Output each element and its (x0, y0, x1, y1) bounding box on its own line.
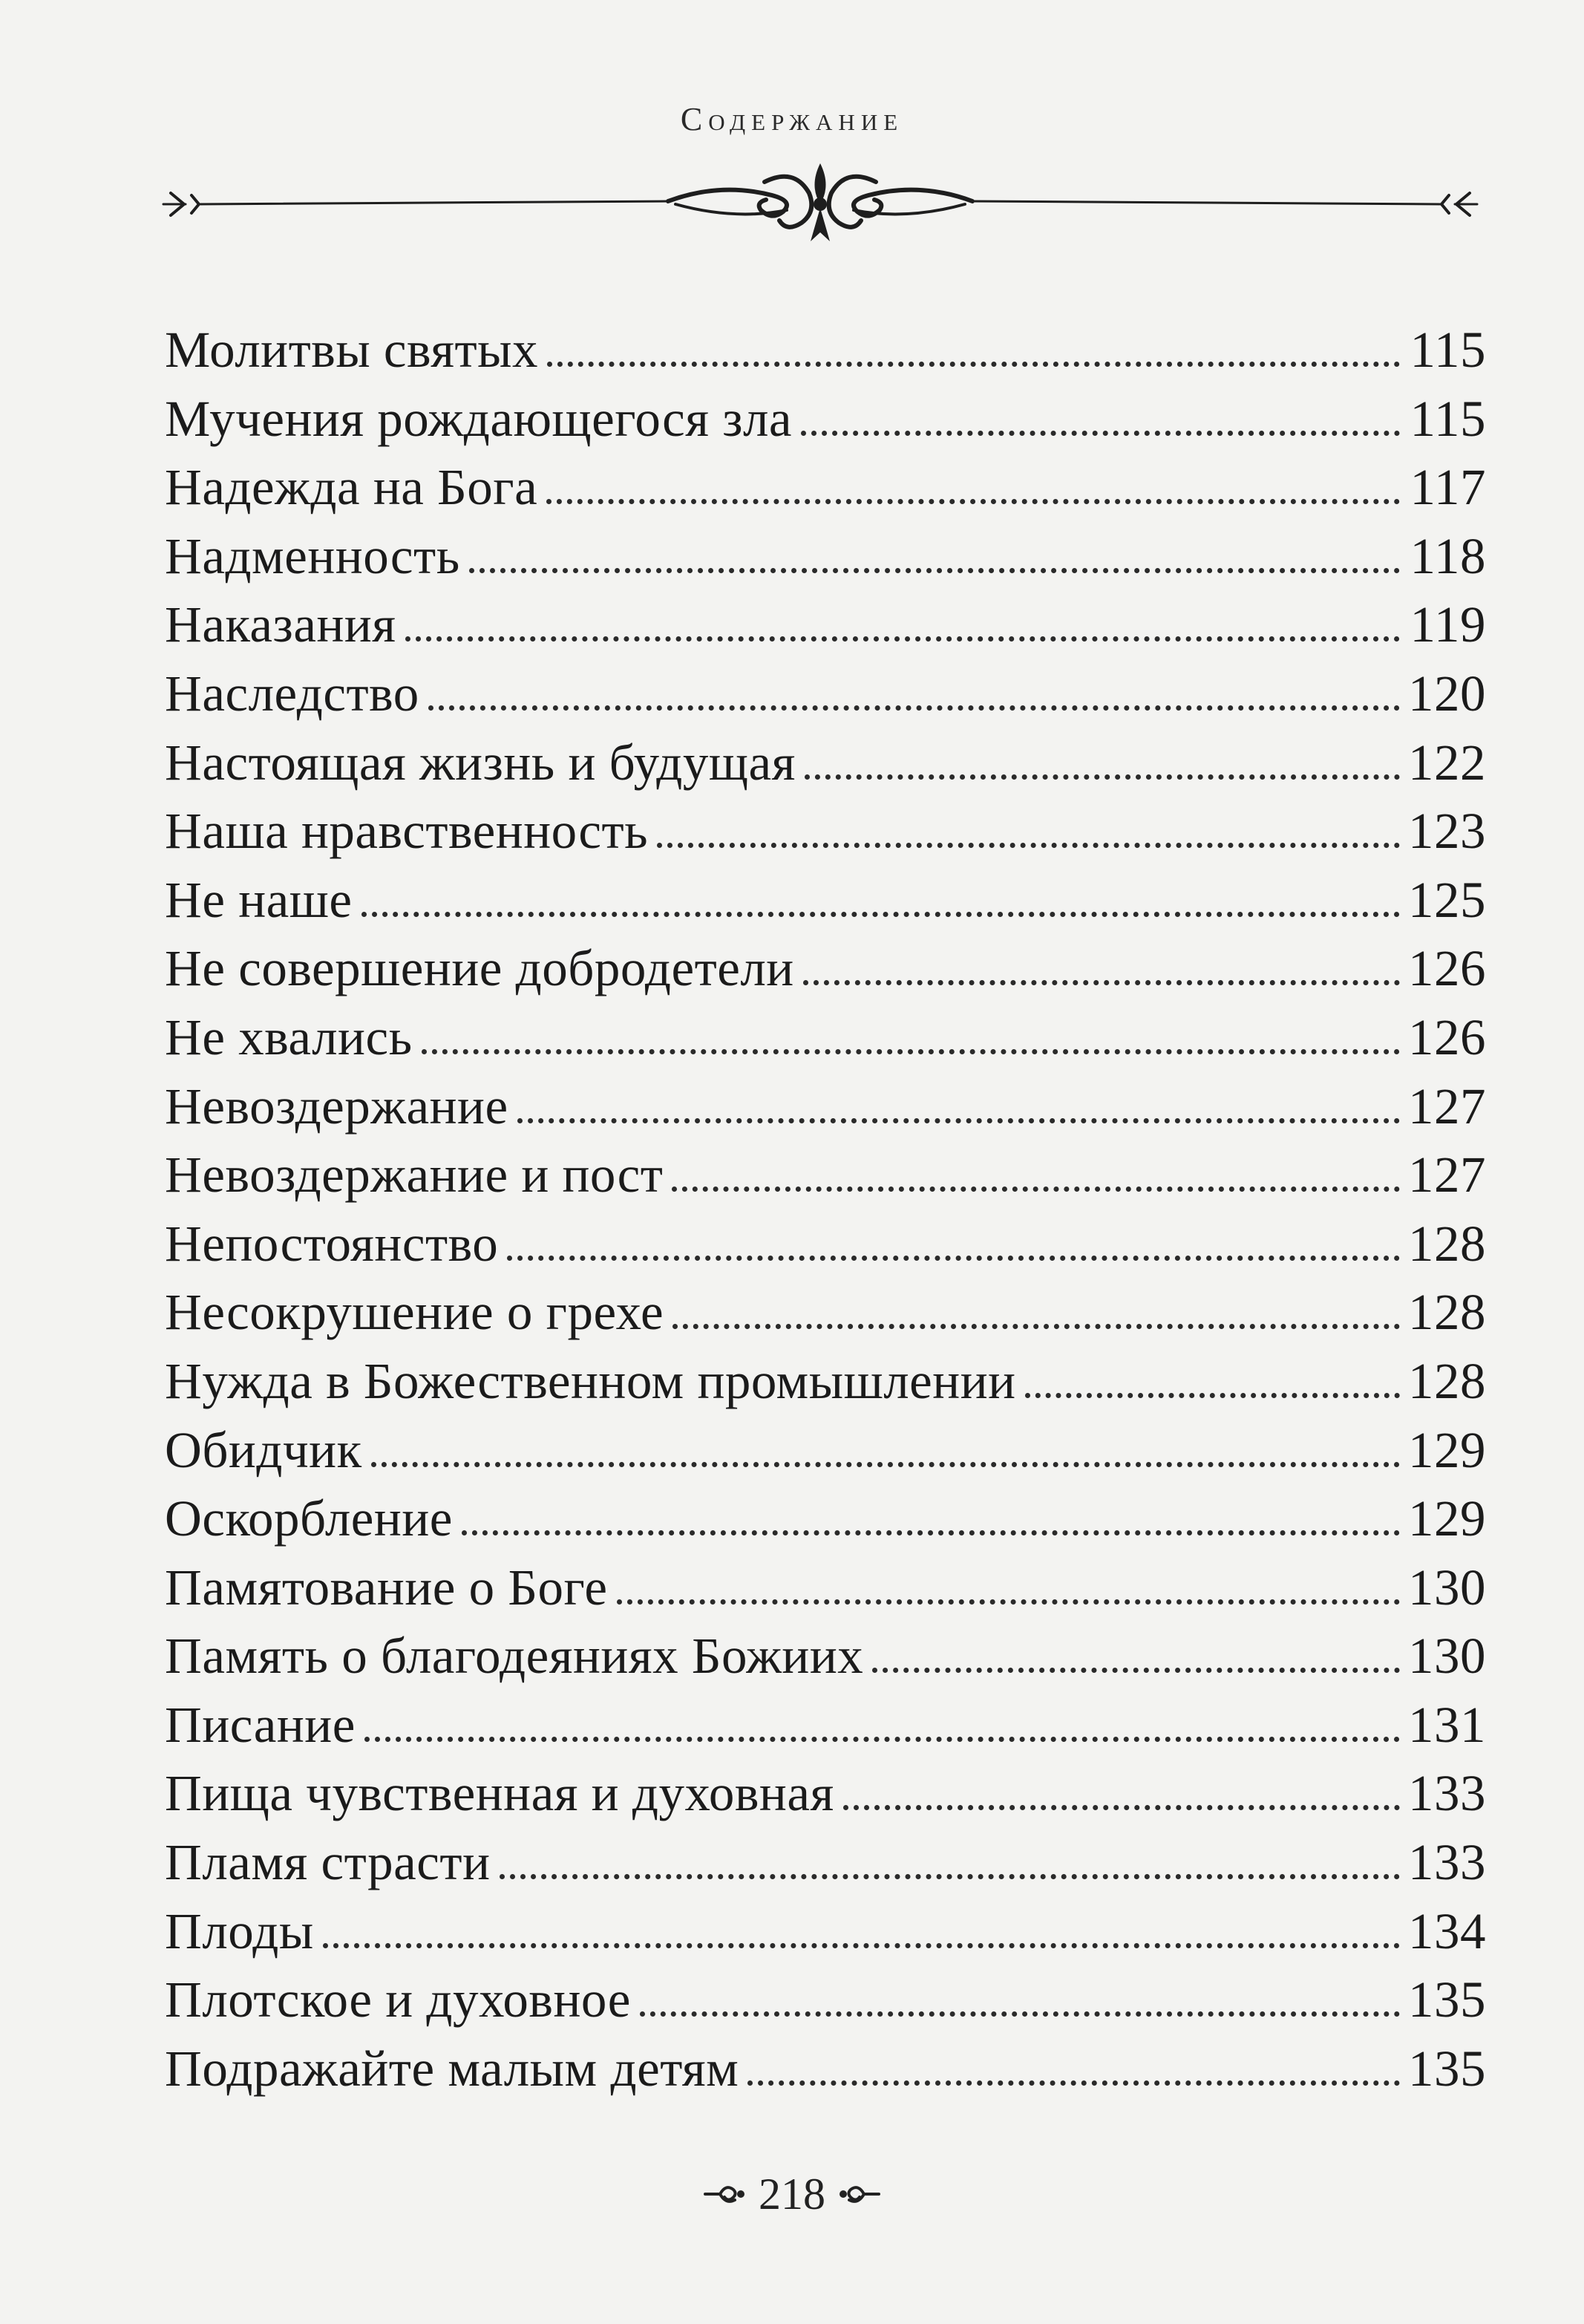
toc-entry (165, 1347, 1486, 1416)
dot-leader (657, 820, 1400, 848)
toc-entry-page: 135 (1408, 2040, 1486, 2097)
table-of-contents (165, 316, 1486, 2103)
toc-entry-title: Наследство (165, 665, 419, 722)
dot-leader (803, 958, 1400, 985)
toc-entry-page: 120 (1408, 665, 1486, 722)
toc-entry (165, 316, 1486, 385)
toc-entry-page: 129 (1408, 1490, 1486, 1547)
toc-entry (165, 1553, 1486, 1622)
running-header-title: Содержание (680, 101, 904, 137)
toc-entry-title: Наказания (165, 596, 396, 653)
toc-entry-title: Надежда на Бога (165, 459, 538, 516)
dot-leader (1025, 1371, 1400, 1398)
dot-leader (405, 614, 1400, 642)
toc-entry-page: 122 (1408, 734, 1486, 791)
toc-entry (165, 866, 1486, 935)
toc-entry (165, 1965, 1486, 2034)
toc-entry-page: 126 (1408, 1008, 1486, 1065)
toc-entry-title: Плотское и духовное (165, 1971, 631, 2028)
toc-entry (165, 797, 1486, 866)
toc-entry-title: Писание (165, 1696, 356, 1753)
toc-entry-title: Наша нравственность (165, 803, 649, 860)
toc-entry-page: 128 (1408, 1284, 1486, 1341)
toc-entry (165, 1622, 1486, 1691)
toc-entry-title: Обидчик (165, 1421, 362, 1478)
toc-entry-page: 128 (1408, 1215, 1486, 1272)
toc-entry (165, 453, 1486, 522)
toc-entry (165, 1759, 1486, 1828)
toc-entry-page: 135 (1408, 1971, 1486, 2028)
toc-entry-page: 134 (1408, 1902, 1486, 1959)
toc-entry-title: Мучения рождающегося зла (165, 390, 793, 447)
dot-leader (801, 408, 1400, 436)
flourish-left-icon (702, 2179, 747, 2209)
toc-entry-title: Несокрушение о грехе (165, 1284, 664, 1341)
toc-entry (165, 728, 1486, 797)
toc-entry-page: 117 (1410, 459, 1486, 516)
dot-leader (872, 1645, 1400, 1673)
dot-leader (323, 1921, 1400, 1948)
toc-entry-title: Настоящая жизнь и будущая (165, 734, 796, 791)
toc-entry-title: Не хвались (165, 1008, 413, 1065)
decorative-flourish-divider-icon (156, 152, 1485, 249)
toc-entry-page: 125 (1408, 871, 1486, 928)
toc-entry-title: Непостоянство (165, 1215, 499, 1272)
toc-entry-page: 126 (1408, 940, 1486, 997)
dot-leader (747, 2058, 1400, 2086)
toc-entry (165, 934, 1486, 1003)
dot-leader (422, 1027, 1400, 1054)
toc-entry (165, 1072, 1486, 1141)
dot-leader (507, 1233, 1400, 1261)
toc-entry-page: 127 (1408, 1077, 1486, 1135)
toc-entry-title: Оскорбление (165, 1490, 453, 1547)
dot-leader (469, 546, 1400, 573)
toc-entry-title: Невоздержание и пост (165, 1146, 664, 1204)
dot-leader (462, 1508, 1400, 1535)
dot-leader (428, 683, 1400, 711)
toc-entry-title: Память о благодеяниях Божиих (165, 1628, 864, 1685)
toc-entry-page: 130 (1408, 1558, 1486, 1616)
toc-entry (165, 1003, 1486, 1072)
dot-leader (364, 1714, 1400, 1742)
toc-entry-title: Молитвы святых (165, 321, 538, 378)
toc-entry (165, 659, 1486, 728)
toc-entry (165, 1210, 1486, 1279)
toc-entry-page: 127 (1408, 1146, 1486, 1204)
dot-leader (805, 752, 1400, 780)
dot-leader (672, 1164, 1400, 1192)
toc-entry-page: 130 (1408, 1628, 1486, 1685)
flourish-right-icon (837, 2179, 882, 2209)
dot-leader (672, 1302, 1400, 1329)
toc-entry (165, 1278, 1486, 1347)
toc-entry (165, 1828, 1486, 1897)
toc-entry-page: 118 (1410, 527, 1486, 584)
toc-entry (165, 1484, 1486, 1553)
toc-entry-title: Надменность (165, 527, 460, 584)
toc-entry-page: 133 (1408, 1765, 1486, 1822)
dot-leader (843, 1783, 1400, 1810)
toc-entry-page: 128 (1408, 1352, 1486, 1409)
dot-leader (617, 1577, 1400, 1605)
toc-entry (165, 385, 1486, 454)
toc-entry-page: 115 (1410, 321, 1486, 378)
toc-entry-page: 129 (1408, 1421, 1486, 1478)
toc-entry (165, 522, 1486, 591)
dot-leader (640, 1989, 1400, 2017)
toc-entry-title: Подражайте малым детям (165, 2040, 739, 2097)
toc-entry-title: Не совершение добродетели (165, 940, 794, 997)
toc-entry (165, 1140, 1486, 1210)
dot-leader (500, 1852, 1401, 1879)
page-footer (0, 2164, 1584, 2224)
toc-entry (165, 590, 1486, 659)
dot-leader (517, 1096, 1400, 1123)
toc-entry-page: 119 (1410, 596, 1486, 653)
toc-entry-page: 123 (1408, 803, 1486, 860)
toc-entry-title: Пища чувственная и духовная (165, 1765, 834, 1822)
toc-entry-page: 115 (1410, 390, 1486, 447)
toc-entry-title: Памятование о Боге (165, 1558, 608, 1616)
toc-entry (165, 1416, 1486, 1485)
toc-entry-title: Плоды (165, 1902, 314, 1959)
toc-entry-page: 131 (1408, 1696, 1486, 1753)
dot-leader (371, 1440, 1400, 1467)
page-number: 218 (759, 2169, 825, 2219)
dot-leader (547, 339, 1400, 367)
toc-entry-title: Не наше (165, 871, 353, 928)
toc-entry (165, 1897, 1486, 1966)
dot-leader (546, 477, 1400, 504)
toc-entry-title: Нужда в Божественном промышлении (165, 1352, 1016, 1409)
toc-entry (165, 1691, 1486, 1760)
toc-entry-page: 133 (1408, 1834, 1486, 1891)
dot-leader (361, 890, 1400, 917)
toc-entry-title: Пламя страсти (165, 1834, 491, 1891)
toc-entry-title: Невоздержание (165, 1077, 508, 1135)
toc-entry (165, 2034, 1486, 2103)
